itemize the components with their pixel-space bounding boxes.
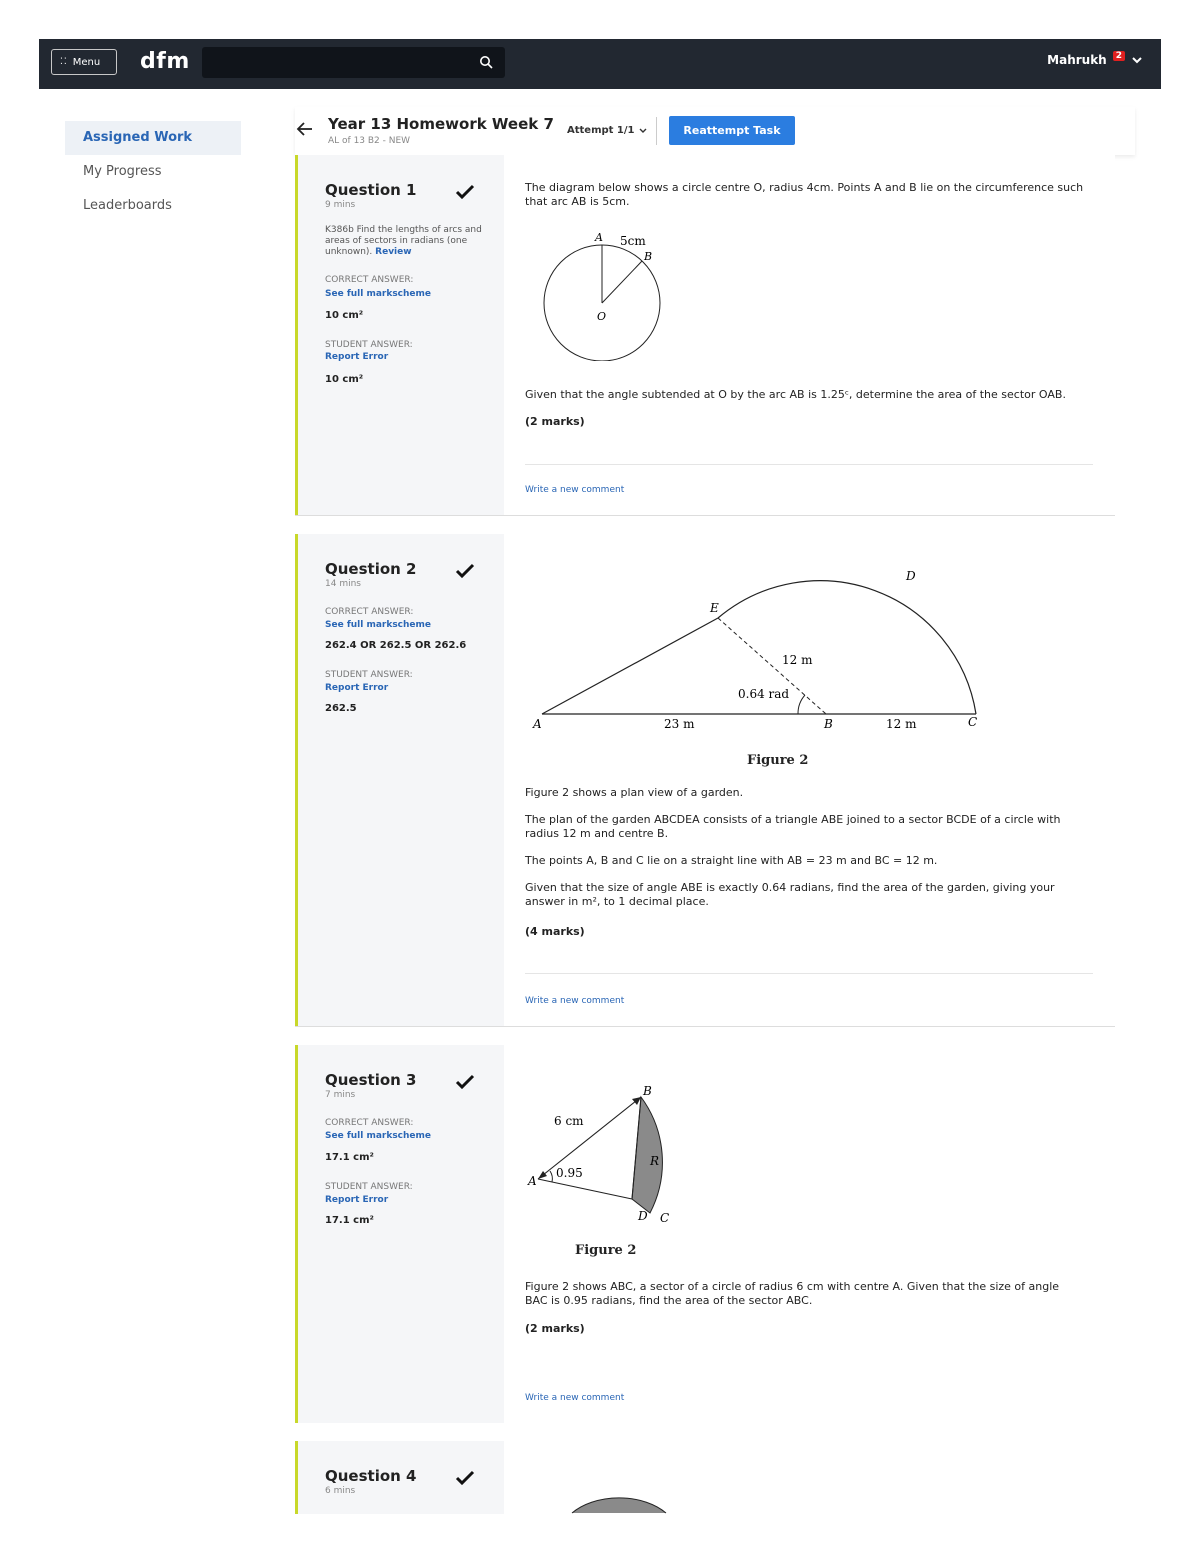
report-error-link[interactable]: Report Error bbox=[325, 683, 389, 693]
label-b: B bbox=[643, 1084, 652, 1098]
label-e: E bbox=[710, 601, 719, 615]
correct-answer-label: CORRECT ANSWER: bbox=[325, 275, 414, 285]
label-r: R bbox=[650, 1154, 660, 1168]
report-error-link[interactable]: Report Error bbox=[325, 352, 389, 362]
reattempt-button[interactable]: Reattempt Task bbox=[669, 116, 795, 145]
label-a: A bbox=[528, 1174, 537, 1188]
app-frame bbox=[39, 39, 1161, 1514]
back-arrow-icon[interactable] bbox=[295, 119, 315, 139]
divider bbox=[525, 464, 1093, 465]
correct-answer-value: 17.1 cm² bbox=[325, 1152, 374, 1163]
question-text: The plan of the garden ABCDEA consists of a triangle ABE joined to a sector BCDE of a circle with radius 12 m and centre B. bbox=[525, 813, 1061, 840]
page-subtitle: AL of 13 B2 - NEW bbox=[328, 136, 411, 146]
sidebar-item-assigned-work[interactable]: Assigned Work bbox=[65, 121, 241, 155]
label-a: A bbox=[533, 717, 542, 731]
label-c: C bbox=[968, 715, 978, 729]
question-meta bbox=[295, 1045, 504, 1423]
question-time: 7 mins bbox=[325, 1090, 356, 1100]
search-icon[interactable] bbox=[479, 55, 493, 69]
question-body bbox=[504, 1441, 1115, 1514]
question-title: Question 3 bbox=[325, 1071, 417, 1089]
question-text: The diagram below shows a circle centre O, radius 4cm. Points A and B lie on the circumference such that arc AB is 5cm. bbox=[525, 181, 1084, 208]
label-ab: 6 cm bbox=[554, 1114, 584, 1128]
correct-answer-label: CORRECT ANSWER: bbox=[325, 1118, 414, 1128]
write-comment-link[interactable]: Write a new comment bbox=[525, 996, 625, 1006]
question-title: Question 4 bbox=[325, 1467, 417, 1485]
question-text: The points A, B and C lie on a straight line with AB = 23 m and BC = 12 m. bbox=[525, 854, 938, 867]
correct-answer-value: 262.4 OR 262.5 OR 262.6 bbox=[325, 640, 467, 651]
question-text: Given that the angle subtended at O by the arc AB is 1.25ᶜ, determine the area of the sector OAB. bbox=[525, 388, 1066, 401]
markscheme-link[interactable]: See full markscheme bbox=[325, 620, 432, 630]
check-icon bbox=[454, 1469, 476, 1487]
question-meta bbox=[295, 534, 504, 1026]
check-icon bbox=[454, 183, 476, 201]
grid-icon: ⁚⁚ bbox=[60, 57, 68, 67]
partial-diagram bbox=[564, 1495, 684, 1514]
sidebar bbox=[65, 121, 241, 223]
question-text: Figure 2 shows a plan view of a garden. bbox=[525, 786, 744, 799]
question-time: 9 mins bbox=[325, 200, 356, 210]
menu-button[interactable] bbox=[51, 49, 117, 75]
question-body bbox=[504, 155, 1115, 515]
student-answer-label: STUDENT ANSWER: bbox=[325, 1182, 413, 1192]
question-marks: (4 marks) bbox=[525, 925, 585, 938]
student-answer-value: 17.1 cm² bbox=[325, 1215, 374, 1226]
sidebar-item-leaderboards[interactable]: Leaderboards bbox=[83, 198, 172, 213]
student-answer-value: 262.5 bbox=[325, 703, 357, 714]
label-b: B bbox=[644, 250, 653, 263]
notification-badge: 2 bbox=[1113, 51, 1125, 61]
write-comment-link[interactable]: Write a new comment bbox=[525, 1393, 625, 1403]
check-icon bbox=[454, 562, 476, 580]
student-answer-label: STUDENT ANSWER: bbox=[325, 340, 413, 350]
skill-description bbox=[325, 225, 483, 258]
attempt-label: Attempt 1/1 bbox=[567, 125, 635, 136]
question-time: 14 mins bbox=[325, 579, 361, 589]
question-text: Figure 2 shows ABC, a sector of a circle of radius 6 cm with centre A. Given that the size of angle BAC is 0.95 radians, find the area of the sector ABC. bbox=[525, 1280, 1060, 1307]
correct-answer-label: CORRECT ANSWER: bbox=[325, 607, 414, 617]
top-bar bbox=[39, 39, 1161, 89]
label-be: 12 m bbox=[782, 653, 813, 667]
chevron-down-icon bbox=[1131, 55, 1143, 65]
user-name: Mahrukh bbox=[1047, 53, 1107, 67]
label-o: O bbox=[597, 310, 607, 323]
label-angle: 0.95 bbox=[556, 1166, 583, 1180]
user-menu[interactable] bbox=[1047, 53, 1143, 67]
correct-answer-value: 10 cm² bbox=[325, 310, 364, 321]
page-title: Year 13 Homework Week 7 bbox=[328, 115, 554, 133]
garden-diagram bbox=[524, 554, 994, 744]
figure-caption: Figure 2 bbox=[747, 753, 809, 768]
circle-diagram bbox=[534, 221, 684, 361]
question-text: Given that the size of angle ABE is exactly 0.64 radians, find the area of the garden, giving your answer in m², to 1 decimal place. bbox=[525, 881, 1055, 908]
task-header bbox=[295, 107, 1135, 155]
attempt-select[interactable] bbox=[559, 117, 657, 145]
menu-label: Menu bbox=[72, 56, 101, 68]
logo[interactable]: dfm bbox=[140, 49, 190, 74]
question-card bbox=[295, 155, 1115, 516]
question-meta bbox=[295, 1441, 504, 1514]
label-a: A bbox=[595, 231, 603, 244]
report-error-link[interactable]: Report Error bbox=[325, 1195, 389, 1205]
question-title: Question 2 bbox=[325, 560, 417, 578]
label-c: C bbox=[660, 1211, 670, 1225]
markscheme-link[interactable]: See full markscheme bbox=[325, 1131, 432, 1141]
label-d: D bbox=[638, 1209, 648, 1223]
sector-diagram bbox=[524, 1075, 694, 1225]
question-marks: (2 marks) bbox=[525, 415, 585, 428]
figure-caption: Figure 2 bbox=[575, 1243, 637, 1258]
student-answer-label: STUDENT ANSWER: bbox=[325, 670, 413, 680]
write-comment-link[interactable]: Write a new comment bbox=[525, 485, 625, 495]
student-answer-value: 10 cm² bbox=[325, 374, 364, 385]
question-title: Question 1 bbox=[325, 181, 417, 199]
question-body bbox=[504, 534, 1115, 1026]
label-ab: 23 m bbox=[664, 717, 695, 731]
label-arc: 5cm bbox=[620, 234, 646, 248]
question-card bbox=[295, 1045, 1115, 1423]
label-angle: 0.64 rad bbox=[738, 687, 790, 701]
question-card bbox=[295, 1441, 1115, 1514]
question-card bbox=[295, 534, 1115, 1027]
chevron-down-icon bbox=[638, 126, 648, 136]
question-meta bbox=[295, 155, 504, 515]
search-input[interactable] bbox=[202, 47, 505, 78]
markscheme-link[interactable]: See full markscheme bbox=[325, 289, 432, 299]
sidebar-item-my-progress[interactable]: My Progress bbox=[83, 164, 162, 179]
question-marks: (2 marks) bbox=[525, 1322, 585, 1335]
check-icon bbox=[454, 1073, 476, 1091]
label-bc: 12 m bbox=[886, 717, 917, 731]
question-body bbox=[504, 1045, 1115, 1423]
label-b: B bbox=[824, 717, 833, 731]
review-link[interactable]: Review bbox=[375, 247, 412, 257]
label-d: D bbox=[906, 569, 916, 583]
skill-text: K386b Find the lengths of arcs and areas of sectors in radians (one unknown). bbox=[325, 225, 482, 257]
question-time: 6 mins bbox=[325, 1486, 356, 1496]
divider bbox=[525, 973, 1093, 974]
